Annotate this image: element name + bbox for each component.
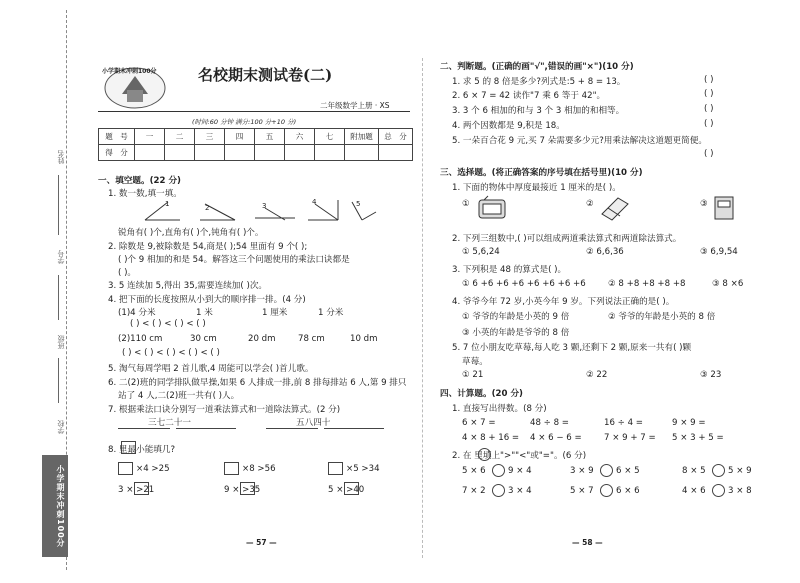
choice-option[interactable]: ③ 6,9,54 — [700, 247, 738, 257]
compare-circle[interactable] — [600, 464, 613, 477]
q4-2-item: 10 dm — [350, 334, 378, 344]
q8-item: ×4 >25 — [136, 464, 170, 474]
compare-circle[interactable] — [712, 464, 725, 477]
calc-item[interactable]: 7 × 9 + 7 = — [604, 433, 656, 443]
page-divider — [422, 58, 423, 558]
compare-left: 5 × 6 — [462, 466, 486, 476]
grade-label: 二年级数学上册 · XS — [320, 101, 390, 110]
angle-mark: 5 — [356, 200, 361, 208]
choice-option[interactable]: ① 21 — [462, 370, 484, 380]
compare-circle[interactable] — [712, 484, 725, 497]
angle-mark: 1 — [165, 200, 170, 208]
book-icon[interactable] — [712, 195, 736, 221]
score-header: 四 — [225, 129, 255, 145]
score-cell[interactable] — [285, 145, 315, 161]
angle-line — [362, 212, 376, 220]
q4-1-item: 1 分米 — [318, 308, 344, 318]
score-table — [98, 128, 413, 161]
logo-text: 小学期末冲刺100分 — [102, 68, 157, 75]
angle-mark: 3 — [262, 202, 267, 210]
title-rule — [98, 111, 410, 112]
compare-right: 5 × 9 — [728, 466, 752, 476]
q7-rhyme: 五八四十 — [296, 418, 331, 428]
q4-2-item: 30 cm — [190, 334, 217, 344]
section-3-title: 三、选择题。(将正确答案的序号填在括号里)(10 分) — [440, 168, 643, 178]
series-tab: 小学期末冲刺100分 — [42, 455, 68, 557]
judge-answer[interactable]: ( ) — [704, 119, 714, 129]
compare-left: 7 × 2 — [462, 486, 486, 496]
choice-option[interactable]: ② 爷爷的年龄是小英的 8 倍 — [608, 312, 716, 322]
choice-option[interactable]: ① 6 +6 +6 +6 +6 +6 +6 +6 — [462, 279, 586, 289]
class-label: 班级 — [57, 335, 65, 349]
score-header: 总 分 — [379, 129, 413, 145]
q8-box[interactable] — [134, 482, 149, 495]
choice-option[interactable]: ③ 8 ×6 — [712, 279, 744, 289]
pencil-case-icon[interactable] — [476, 194, 508, 222]
angle-line — [315, 204, 338, 220]
angle-figures — [140, 198, 380, 224]
answer-line[interactable] — [266, 428, 318, 429]
q8-item: ×8 >56 — [242, 464, 276, 474]
q2-line1[interactable]: 2. 除数是 9,被除数是 54,商是( );54 里面有 9 个( ); — [108, 242, 308, 252]
angle-mark: 4 — [312, 198, 317, 206]
calc-item[interactable]: 4 × 6 − 6 = — [530, 433, 582, 443]
compare-left: 3 × 9 — [570, 466, 594, 476]
score-header: 七 — [315, 129, 345, 145]
page-title: 名校期末测试卷(二) — [198, 66, 333, 84]
score-cell[interactable] — [165, 145, 195, 161]
q8-example-box — [121, 441, 136, 454]
score-header: 五 — [255, 129, 285, 145]
page-number: — 57 — — [246, 538, 277, 547]
score-header: 一 — [135, 129, 165, 145]
q1-answer[interactable]: 锐角有( )个,直角有( )个,钝角有( )个。 — [118, 228, 264, 238]
compare-left: 5 × 7 — [570, 486, 594, 496]
compare-right: 9 × 4 — [508, 466, 532, 476]
name-label: 姓名 — [57, 150, 65, 164]
compare-left: 8 × 5 — [682, 466, 706, 476]
q8-box[interactable] — [118, 462, 133, 475]
judge-item: 3. 3 个 6 相加的和与 3 个 3 相加的和相等。 — [452, 106, 625, 116]
q8-box[interactable] — [240, 482, 255, 495]
student-id-label: 学号 — [57, 250, 65, 264]
choice-option[interactable]: ③ 小英的年龄是爷爷的 8 倍 — [462, 328, 570, 338]
compare-circle[interactable] — [492, 464, 505, 477]
q1-text: 1. 数一数,填一填。 — [108, 189, 182, 199]
q7-rhyme: 三七二十一 — [148, 418, 191, 428]
answer-line[interactable] — [324, 428, 384, 429]
q6-line1: 6. 二(2)班的同学排队做早操,如果 6 人排成一排,前 8 排每排站 6 人,第 9 排只 — [108, 378, 407, 388]
q8-box[interactable] — [328, 462, 343, 475]
q4-2-item: 20 dm — [248, 334, 276, 344]
choice-question: 5. 7 位小朋友吃草莓,每人吃 3 颗,还剩下 2 颗,原来一共有( )颗 — [452, 343, 692, 353]
compare-example-circle — [478, 448, 491, 461]
compare-circle[interactable] — [492, 484, 505, 497]
calc-item[interactable]: 16 ÷ 4 = — [604, 418, 643, 428]
score-header: 三 — [195, 129, 225, 145]
angle-line — [205, 204, 235, 220]
score-cell[interactable] — [345, 145, 379, 161]
compare-circle[interactable] — [600, 484, 613, 497]
choice-option[interactable]: ① 5,6,24 — [462, 247, 500, 257]
q2-line2[interactable]: ( )个 9 相加的和是 54。解答这三个问题使用的乘法口诀都是 — [118, 255, 350, 265]
score-header: 附加题 — [345, 129, 379, 145]
choice-option[interactable]: ② 22 — [586, 370, 608, 380]
compare-right: 3 × 4 — [508, 486, 532, 496]
choice-question: 1. 下面的物体中厚度最接近 1 厘米的是( )。 — [452, 183, 621, 193]
choice-question: 3. 下列积是 48 的算式是( )。 — [452, 265, 567, 275]
section-1-title: 一、填空题。(22 分) — [98, 176, 181, 186]
q8-item: ×5 >34 — [346, 464, 380, 474]
judge-item: 1. 求 5 的 8 倍是多少?列式是:5 + 8 = 13。 — [452, 77, 626, 87]
compare-question: 2. 在 里填上">""<"或"="。(6 分) — [452, 451, 587, 461]
judge-answer[interactable]: ( ) — [704, 104, 714, 114]
q4-1-order[interactable]: ( ) < ( ) < ( ) < ( ) — [130, 319, 206, 329]
compare-right: 6 × 5 — [616, 466, 640, 476]
q4-1-item: (1)4 分米 — [118, 308, 156, 318]
choice-question: 2. 下列三组数中,( )可以组成两道乘法算式和两道除法算式。 — [452, 234, 682, 244]
binding-strip — [0, 0, 72, 583]
calc-item[interactable]: 5 × 3 + 5 = — [672, 433, 724, 443]
calc-question: 1. 直接写出得数。(8 分) — [452, 404, 547, 414]
choice-mark: ① — [462, 199, 470, 209]
page-number: — 58 — — [572, 538, 603, 547]
q2-line3[interactable]: ( )。 — [118, 268, 137, 278]
q4-2-item: 78 cm — [298, 334, 325, 344]
q8-item: 9 × >35 — [224, 485, 261, 495]
answer-line[interactable] — [118, 428, 170, 429]
q4-2-order[interactable]: ( ) < ( ) < ( ) < ( ) < ( ) — [122, 348, 220, 358]
calc-item[interactable]: 6 × 7 = — [462, 418, 496, 428]
judge-answer[interactable]: ( ) — [704, 149, 714, 159]
calc-item[interactable]: 48 ÷ 8 = — [530, 418, 569, 428]
choice-mark: ② — [586, 199, 594, 209]
score-header: 二 — [165, 129, 195, 145]
q4-text: 4. 把下面的长度按照从小到大的顺序排一排。(4 分) — [108, 295, 306, 305]
score-cell[interactable] — [135, 145, 165, 161]
angle-mark: 2 — [205, 204, 210, 212]
score-cell[interactable] — [255, 145, 285, 161]
score-row-label: 得 分 — [99, 145, 135, 161]
q4-1-item: 1 厘米 — [262, 308, 288, 318]
score-cell[interactable] — [195, 145, 225, 161]
q5-text[interactable]: 5. 淘气每周学唱 2 首儿歌,4 周能可以学会( )首儿歌。 — [108, 364, 314, 374]
answer-line[interactable] — [176, 428, 236, 429]
score-cell[interactable] — [315, 145, 345, 161]
choice-option[interactable]: ③ 23 — [700, 370, 722, 380]
q8-text: 8. 里最小能填几? — [108, 445, 176, 455]
compare-right: 6 × 6 — [616, 486, 640, 496]
compare-left: 4 × 6 — [682, 486, 706, 496]
choice-option[interactable]: ① 爷爷的年龄是小英的 9 倍 — [462, 312, 570, 322]
score-header: 题 号 — [99, 129, 135, 145]
choice-question: 4. 爷爷今年 72 岁,小英今年 9 岁。下列说法正确的是( )。 — [452, 297, 675, 307]
score-cell[interactable] — [379, 145, 413, 161]
section-4-title: 四、计算题。(20 分) — [440, 389, 523, 399]
q8-box[interactable] — [224, 462, 239, 475]
id-line — [58, 275, 59, 320]
q4-1-item: 1 米 — [196, 308, 213, 318]
judge-answer[interactable]: ( ) — [704, 75, 714, 85]
score-header: 六 — [285, 129, 315, 145]
compare-right: 3 × 8 — [728, 486, 752, 496]
score-cell[interactable] — [225, 145, 255, 161]
q4-2-item: (2)110 cm — [118, 334, 163, 344]
q8-item: 5 × >40 — [328, 485, 365, 495]
judge-answer[interactable]: ( ) — [704, 89, 714, 99]
q8-item: 3 × >21 — [118, 485, 155, 495]
q8-box[interactable] — [344, 482, 359, 495]
choice-mark: ③ — [700, 199, 708, 209]
class-line — [58, 358, 59, 403]
choice-option[interactable]: ② 6,6,36 — [586, 247, 624, 257]
choice-option[interactable]: ② 8 +8 +8 +8 +8 — [608, 279, 686, 289]
logo-badge — [100, 60, 170, 112]
judge-item: 5. 一朵百合花 9 元,买 7 朵需要多少元?用乘法解决这道题更简便。 — [452, 136, 707, 146]
judge-item: 2. 6 × 7 = 42 读作"7 乘 6 等于 42"。 — [452, 91, 606, 101]
q7-text: 7. 根据乘法口诀分别写一道乘法算式和一道除法算式。(2 分) — [108, 405, 341, 415]
time-note: (时间:60 分钟 满分:100 分+10 分) — [192, 118, 297, 126]
eraser-icon[interactable] — [598, 194, 632, 222]
choice-question-cont: 草莓。 — [462, 357, 488, 367]
calc-item[interactable]: 4 × 8 + 16 = — [462, 433, 520, 443]
school-label: 学校 — [57, 420, 65, 434]
calc-item[interactable]: 9 × 9 = — [672, 418, 706, 428]
q3-text[interactable]: 3. 5 连续加 5,得出 35,需要连续加( )次。 — [108, 281, 268, 291]
judge-item: 4. 两个因数都是 9,积是 18。 — [452, 121, 565, 131]
name-line — [58, 175, 59, 235]
q6-line2[interactable]: 站了 4 人,二(2)班一共有( )人。 — [118, 391, 240, 401]
section-2-title: 二、判断题。(正确的画"√",错误的画"×")(10 分) — [440, 62, 634, 72]
